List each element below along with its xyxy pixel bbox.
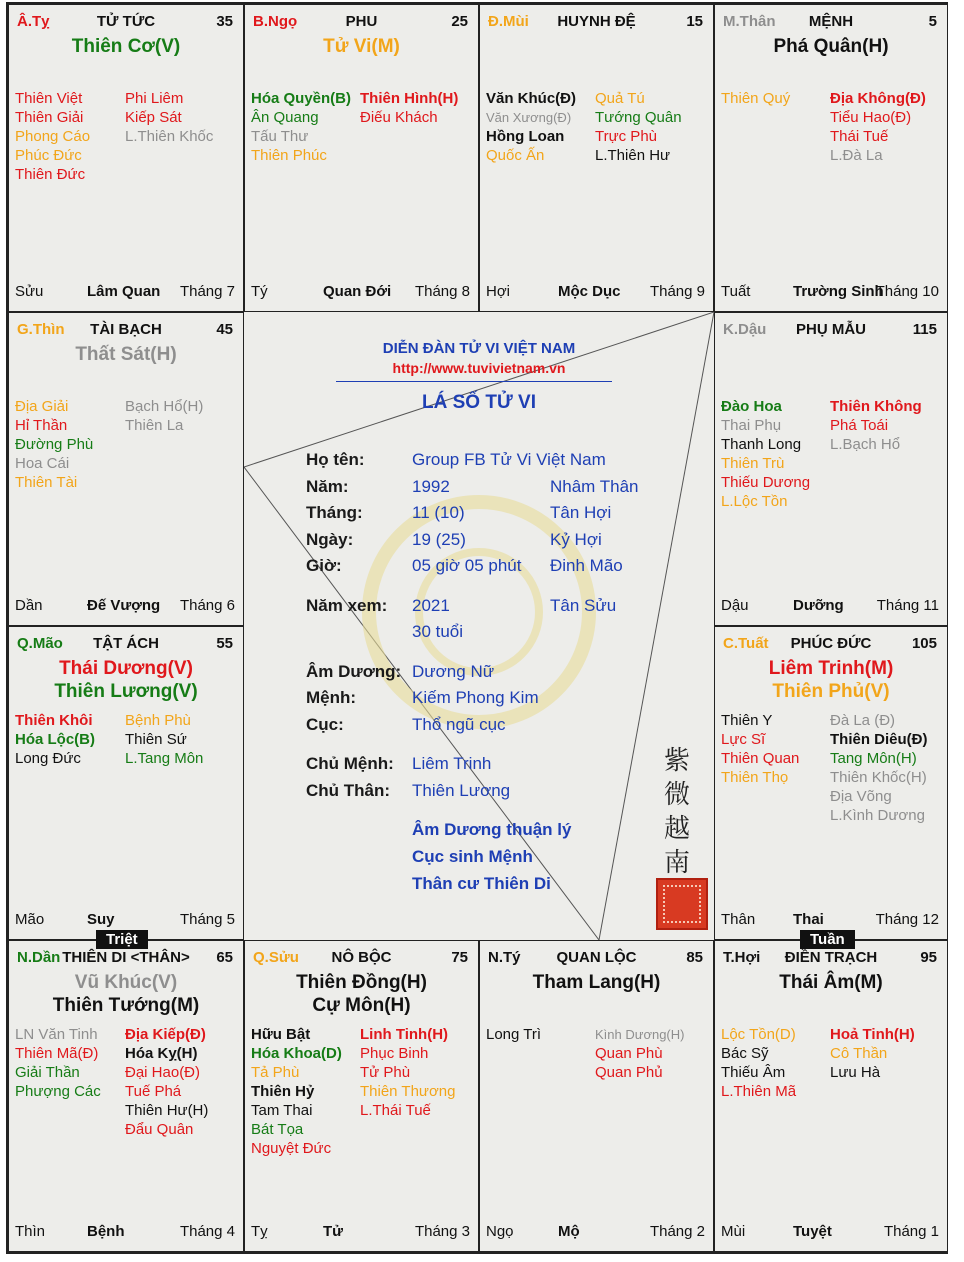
minor-stars-right <box>360 1025 456 1120</box>
heavenly-stem-label: C.Tuất <box>723 635 769 652</box>
analysis-note: Thân cư Thiên Di <box>412 874 551 893</box>
minor-star: Quan Phù <box>595 1045 663 1062</box>
minor-star: Tuế Phá <box>125 1083 182 1100</box>
seal-character: 越 <box>664 814 691 844</box>
minor-star: Giải Thần <box>15 1064 80 1081</box>
palace-footer <box>721 597 939 615</box>
earthly-branch: Ngọ <box>486 1223 514 1240</box>
life-stage: Thai <box>793 911 824 928</box>
palace-ty-top[interactable] <box>8 4 244 312</box>
info-value-canchi: Nhâm Thân <box>550 477 639 496</box>
palace-ngo[interactable] <box>244 4 479 312</box>
palace-footer <box>15 911 235 929</box>
heavenly-stem-label: Đ.Mùi <box>488 13 529 30</box>
analysis-note: Cục sinh Mệnh <box>412 847 533 866</box>
info-label: Chủ Mệnh: <box>306 754 394 773</box>
minor-star: L.Bạch Hổ <box>830 436 901 453</box>
palace-thin-left[interactable] <box>8 312 244 626</box>
earthly-branch: Dần <box>15 597 43 614</box>
minor-star: Thiên Hư(H) <box>125 1102 209 1119</box>
minor-star: Tấu Thư <box>251 128 309 145</box>
minor-stars-left <box>721 397 810 511</box>
triet-tag: Triệt <box>96 930 148 949</box>
minor-star: L.Lộc Tồn <box>721 493 788 510</box>
info-label: Ngày: <box>306 530 354 549</box>
lunar-month: Tháng 10 <box>875 283 939 300</box>
info-label: Tháng: <box>306 503 363 522</box>
minor-stars-left <box>721 89 790 108</box>
main-star: Thiên Tướng(M) <box>52 995 200 1016</box>
minor-stars-right <box>125 1025 208 1139</box>
minor-stars-left <box>15 711 95 768</box>
minor-stars-right <box>595 1025 684 1082</box>
forum-title: DIỄN ĐÀN TỬ VI VIỆT NAM <box>382 340 576 357</box>
palace-name: QUAN LỘC <box>556 949 637 966</box>
lunar-month: Tháng 9 <box>649 283 705 300</box>
minor-star: Thiên La <box>125 417 184 434</box>
minor-star: Điếu Khách <box>360 109 438 126</box>
palace-name: MỆNH <box>808 13 854 30</box>
main-star: Thái Âm(M) <box>779 972 883 993</box>
lunar-month: Tháng 7 <box>179 283 235 300</box>
minor-star: Hỉ Thần <box>15 417 68 434</box>
tuan-tag: Tuần <box>800 930 855 949</box>
main-star: Thiên Cơ(V) <box>71 36 181 57</box>
palace-footer <box>15 597 235 615</box>
life-stage: Bệnh <box>87 1223 125 1240</box>
minor-star: Thiên Hình(H) <box>360 90 459 107</box>
palace-than-top[interactable] <box>714 4 948 312</box>
minor-star: L.Thái Tuế <box>360 1102 431 1119</box>
info-label: Mệnh: <box>306 688 357 707</box>
palace-dau-right[interactable] <box>714 312 948 626</box>
minor-star: Bát Tọa <box>251 1121 304 1138</box>
main-star: Thái Dương(V) <box>59 658 193 679</box>
minor-star: Thiên Đức <box>15 166 86 183</box>
minor-star: L.Tang Môn <box>125 750 204 767</box>
life-stage: Lâm Quan <box>87 283 161 300</box>
minor-stars-left <box>15 397 93 492</box>
palace-name: ĐIỀN TRẠCH <box>784 949 878 966</box>
minor-star: Kiếp Sát <box>125 109 182 126</box>
minor-stars-right <box>830 711 928 825</box>
minor-stars-left <box>486 1025 541 1044</box>
info-value-canchi: Kỷ Hợi <box>550 530 602 549</box>
minor-star: Thiên Trù <box>721 455 785 472</box>
palace-name: PHỤ MẪU <box>796 321 866 338</box>
minor-star: Hóa Lộc(B) <box>15 731 95 748</box>
palace-dan-bottom[interactable] <box>8 940 244 1252</box>
info-value: 1992 <box>412 477 450 496</box>
info-value: Dương Nữ <box>412 662 495 681</box>
minor-stars-right <box>125 711 203 768</box>
minor-stars-left <box>486 89 576 165</box>
minor-star: Thiên Không <box>830 398 922 415</box>
minor-star: Phượng Các <box>15 1083 101 1100</box>
earthly-branch: Tuất <box>721 283 751 300</box>
life-stage: Đế Vượng <box>87 597 161 614</box>
palace-footer <box>486 1223 705 1241</box>
minor-star: Đà La (Đ) <box>830 712 896 729</box>
palace-age: 15 <box>686 13 703 30</box>
minor-stars-right <box>830 397 922 454</box>
minor-star: Thanh Long <box>721 436 802 453</box>
minor-star: Quan Phủ <box>595 1064 663 1081</box>
analysis-note: Âm Dương thuận lý <box>412 820 572 839</box>
info-value-canchi: Tân Hợi <box>550 503 612 522</box>
minor-stars-right <box>830 89 926 165</box>
minor-star: Bạch Hổ(H) <box>125 398 204 415</box>
palace-name: TẬT ÁCH <box>93 635 159 652</box>
minor-star: Quả Tú <box>595 90 645 107</box>
minor-star: Trực Phù <box>595 128 657 145</box>
palace-hoi-bottom[interactable] <box>714 940 948 1252</box>
minor-star: Quốc Ấn <box>486 147 545 164</box>
minor-star: Tả Phù <box>251 1064 300 1081</box>
life-stage: Dưỡng <box>793 597 844 614</box>
minor-stars-right <box>125 397 203 435</box>
earthly-branch: Mão <box>15 911 45 928</box>
heavenly-stem-label: Q.Sửu <box>253 949 299 966</box>
minor-star: Thiên Khốc(H) <box>830 769 927 786</box>
life-stage: Tử <box>323 1223 344 1240</box>
palace-age: 105 <box>911 635 937 652</box>
palace-name: HUYNH ĐỆ <box>557 13 636 30</box>
seal-character: 微 <box>664 780 691 810</box>
palace-tuat-right[interactable] <box>714 626 948 940</box>
minor-stars-right <box>595 89 682 165</box>
seal-character: 紫 <box>664 746 691 776</box>
minor-star: Long Đức <box>15 750 81 767</box>
palace-age: 55 <box>216 635 233 652</box>
heavenly-stem-label: Q.Mão <box>17 635 63 652</box>
life-stage: Quan Đới <box>323 283 392 300</box>
palace-footer <box>251 1223 470 1241</box>
palace-header <box>9 949 243 969</box>
minor-star: Tướng Quân <box>595 109 682 126</box>
palace-age: 65 <box>216 949 233 966</box>
info-label: Cục: <box>306 715 344 734</box>
main-star: Tham Lang(H) <box>532 972 661 993</box>
minor-star: Bệnh Phù <box>125 712 191 729</box>
earthly-branch: Sửu <box>15 283 44 300</box>
info-value: 30 tuổi <box>412 622 464 641</box>
lunar-month: Tháng 8 <box>414 283 470 300</box>
heavenly-stem-label: M.Thân <box>723 13 776 30</box>
minor-star: Thai Phụ <box>721 417 782 434</box>
palace-header <box>245 949 478 969</box>
minor-stars-left <box>15 89 90 184</box>
info-value: 2021 <box>412 596 450 615</box>
palace-age: 35 <box>216 13 233 30</box>
info-value: Group FB Tử Vi Việt Nam <box>412 450 606 469</box>
minor-stars-left <box>251 1025 342 1158</box>
minor-star: Phi Liêm <box>125 90 184 107</box>
minor-star: Thiên Thương <box>360 1083 456 1100</box>
minor-star: Văn Xương(Đ) <box>486 110 572 125</box>
minor-star: Long Trì <box>486 1026 542 1043</box>
lunar-month: Tháng 3 <box>414 1223 470 1240</box>
info-value: 19 (25) <box>412 530 466 549</box>
minor-star: Thái Tuế <box>830 128 889 145</box>
minor-star: Thiên Diêu(Đ) <box>830 731 928 748</box>
heavenly-stem-label: G.Thìn <box>17 321 65 338</box>
lunar-month: Tháng 5 <box>179 911 235 928</box>
palace-footer <box>486 283 705 301</box>
minor-star: Hoả Tinh(H) <box>830 1026 915 1043</box>
minor-star: L.Kình Dương <box>830 807 925 824</box>
minor-star: Thiên Hỷ <box>251 1083 315 1100</box>
heavenly-stem-label: K.Dậu <box>723 321 767 338</box>
palace-name: PHU <box>345 13 378 30</box>
minor-star: Phúc Đức <box>15 147 82 164</box>
palace-age: 5 <box>928 13 937 30</box>
info-value: 05 giờ 05 phút <box>412 556 522 575</box>
minor-star: Nguyệt Đức <box>251 1140 332 1157</box>
palace-footer <box>15 283 235 301</box>
palace-age: 115 <box>912 321 937 338</box>
minor-star: Thiên Khôi <box>15 712 93 729</box>
palace-header <box>245 13 478 33</box>
earthly-branch: Hợi <box>486 283 511 300</box>
lunar-month: Tháng 1 <box>883 1223 939 1240</box>
lunar-month: Tháng 11 <box>876 597 939 614</box>
minor-star: Thiên Giải <box>15 109 84 126</box>
title-divider <box>336 381 612 382</box>
minor-stars-left <box>251 89 351 165</box>
main-star: Thất Sát(H) <box>75 344 177 365</box>
info-label: Âm Dương: <box>306 662 402 681</box>
info-value: Liêm Trinh <box>412 754 492 773</box>
minor-star: Kình Dương(H) <box>595 1027 685 1042</box>
palace-age: 25 <box>451 13 468 30</box>
minor-star: Hữu Bật <box>251 1026 311 1043</box>
minor-star: Thiên Thọ <box>721 769 789 786</box>
info-label: Giờ: <box>306 556 342 575</box>
lunar-month: Tháng 2 <box>649 1223 705 1240</box>
info-label: Họ tên: <box>306 450 365 469</box>
minor-star: L.Thiên Mã <box>721 1083 797 1100</box>
palace-ty-bottom[interactable] <box>479 940 714 1252</box>
forum-url[interactable]: http://www.tuvivietnam.vn <box>392 360 566 376</box>
heavenly-stem-label: T.Hợi <box>723 949 761 966</box>
chart-title: LÁ SỐ TỬ VI <box>422 392 536 413</box>
minor-star: Đào Hoa <box>721 398 782 415</box>
red-seal-stamp <box>656 878 708 930</box>
main-star: Phá Quân(H) <box>773 36 889 57</box>
minor-star: Địa Võng <box>830 788 892 805</box>
info-value: Thổ ngũ cục <box>412 715 506 734</box>
minor-star: Thiếu Âm <box>721 1064 786 1081</box>
seal-character: 南 <box>664 848 691 878</box>
heavenly-stem-label: B.Ngọ <box>253 13 298 30</box>
lunar-month: Tháng 4 <box>179 1223 235 1240</box>
center-info-panel <box>244 312 714 940</box>
heavenly-stem-label: Â.Tỵ <box>17 13 50 30</box>
info-value: Thiên Lương <box>412 781 511 800</box>
palace-name: THIÊN DI <THÂN> <box>62 949 190 966</box>
minor-stars-right <box>360 89 458 127</box>
minor-star: Hoa Cái <box>15 455 70 472</box>
minor-stars-left <box>721 1025 796 1101</box>
palace-header <box>715 635 947 655</box>
info-value: Kiếm Phong Kim <box>412 688 539 707</box>
minor-star: Cô Thần <box>830 1045 888 1062</box>
palace-footer <box>721 911 939 929</box>
info-value-canchi: Đinh Mão <box>550 556 623 575</box>
minor-star: Địa Kiếp(Đ) <box>125 1026 206 1043</box>
main-star: Cự Môn(H) <box>312 995 411 1016</box>
palace-header <box>715 949 947 969</box>
minor-stars-left <box>721 711 799 787</box>
palace-mao-left[interactable] <box>8 626 244 940</box>
minor-star: L.Thiên Hư <box>595 147 671 164</box>
info-value: 11 (10) <box>412 503 465 522</box>
minor-star: Tử Phù <box>360 1064 411 1081</box>
minor-star: Thiên Mã(Đ) <box>15 1045 99 1062</box>
main-star: Thiên Đồng(H) <box>296 972 427 993</box>
minor-star: Địa Không(Đ) <box>830 90 926 107</box>
lunar-month: Tháng 12 <box>875 911 939 928</box>
palace-mui-top[interactable] <box>479 4 714 312</box>
earthly-branch: Mùi <box>721 1223 746 1240</box>
minor-star: Hồng Loan <box>486 128 565 145</box>
minor-star: Thiên Sứ <box>125 731 187 748</box>
minor-star: Hóa Khoa(D) <box>251 1045 342 1062</box>
life-stage: Trường Sinh <box>793 283 884 300</box>
info-label: Năm xem: <box>306 596 388 615</box>
palace-header <box>480 949 713 969</box>
main-star: Vũ Khúc(V) <box>74 972 178 993</box>
palace-header <box>715 321 947 341</box>
palace-age: 45 <box>216 321 233 338</box>
palace-footer <box>721 283 939 301</box>
minor-star: Bác Sỹ <box>721 1045 769 1062</box>
minor-stars-left <box>15 1025 101 1101</box>
minor-star: Thiên Quan <box>721 750 800 767</box>
minor-star: Hóa Quyền(B) <box>251 90 352 107</box>
earthly-branch: Tý <box>251 283 268 300</box>
minor-stars-right <box>125 89 213 146</box>
main-star: Liêm Trinh(M) <box>768 658 894 679</box>
minor-star: Tang Môn(H) <box>830 750 917 767</box>
palace-header <box>480 13 713 33</box>
minor-star: Phục Binh <box>360 1045 429 1062</box>
palace-age: 75 <box>451 949 468 966</box>
minor-star: Lực Sĩ <box>721 731 766 748</box>
palace-footer <box>15 1223 235 1241</box>
palace-name: PHÚC ĐỨC <box>790 635 872 652</box>
palace-header <box>9 635 243 655</box>
info-label: Chủ Thân: <box>306 781 391 800</box>
life-stage: Mộ <box>558 1223 580 1240</box>
palace-header <box>9 321 243 341</box>
horoscope-board <box>6 2 948 1254</box>
palace-header <box>715 13 947 33</box>
palace-name: TÀI BẠCH <box>90 321 162 338</box>
minor-star: Hóa Kỵ(H) <box>125 1045 198 1062</box>
life-stage: Suy <box>87 911 115 928</box>
minor-star: Đường Phù <box>15 436 94 453</box>
earthly-branch: Tỵ <box>251 1223 268 1240</box>
minor-star: Đại Hao(Đ) <box>125 1064 201 1081</box>
lunar-month: Tháng 6 <box>179 597 235 614</box>
palace-name: TỬ TỨC <box>96 13 156 30</box>
earthly-branch: Thân <box>721 911 756 928</box>
palace-age: 85 <box>686 949 703 966</box>
info-label: Năm: <box>306 477 349 496</box>
minor-star: Thiên Việt <box>15 90 83 107</box>
info-value-canchi: Tân Sửu <box>550 596 617 615</box>
minor-star: Văn Khúc(Đ) <box>486 90 576 107</box>
minor-star: L.Đà La <box>830 147 883 164</box>
minor-star: Đẩu Quân <box>125 1121 194 1138</box>
minor-star: LN Văn Tinh <box>15 1026 98 1043</box>
minor-star: Thiên Quý <box>721 90 791 107</box>
minor-star: Tam Thai <box>251 1102 313 1119</box>
minor-star: Phong Cáo <box>15 128 91 145</box>
minor-star: Thiếu Dương <box>721 474 811 491</box>
minor-star: Phá Toái <box>830 417 889 434</box>
minor-star: Tiểu Hao(Đ) <box>830 109 912 126</box>
minor-star: Địa Giải <box>15 398 69 415</box>
palace-header <box>9 13 243 33</box>
heavenly-stem-label: N.Tý <box>488 949 521 966</box>
palace-footer <box>721 1223 939 1241</box>
earthly-branch: Dậu <box>721 597 749 614</box>
life-stage: Mộc Dục <box>558 283 621 300</box>
minor-stars-right <box>830 1025 915 1082</box>
palace-age: 95 <box>920 949 937 966</box>
earthly-branch: Thìn <box>15 1223 46 1240</box>
minor-star: L.Thiên Khốc <box>125 128 214 145</box>
heavenly-stem-label: N.Dần <box>17 949 61 966</box>
palace-name: NÔ BỘC <box>331 949 392 966</box>
main-star: Thiên Phủ(V) <box>772 681 890 702</box>
palace-footer <box>251 283 470 301</box>
main-star: Tử Vi(M) <box>323 36 400 57</box>
minor-star: Thiên Tài <box>15 474 78 491</box>
minor-star: Thiên Phúc <box>251 147 327 164</box>
minor-star: Thiên Y <box>721 712 773 729</box>
minor-star: Linh Tinh(H) <box>360 1026 449 1043</box>
minor-star: Lưu Hà <box>830 1064 881 1081</box>
main-star: Thiên Lương(V) <box>54 681 198 702</box>
palace-suu-bottom[interactable] <box>244 940 479 1252</box>
minor-star: Ân Quang <box>251 109 319 126</box>
minor-star: Lộc Tồn(D) <box>721 1026 796 1043</box>
life-stage: Tuyệt <box>793 1223 832 1240</box>
